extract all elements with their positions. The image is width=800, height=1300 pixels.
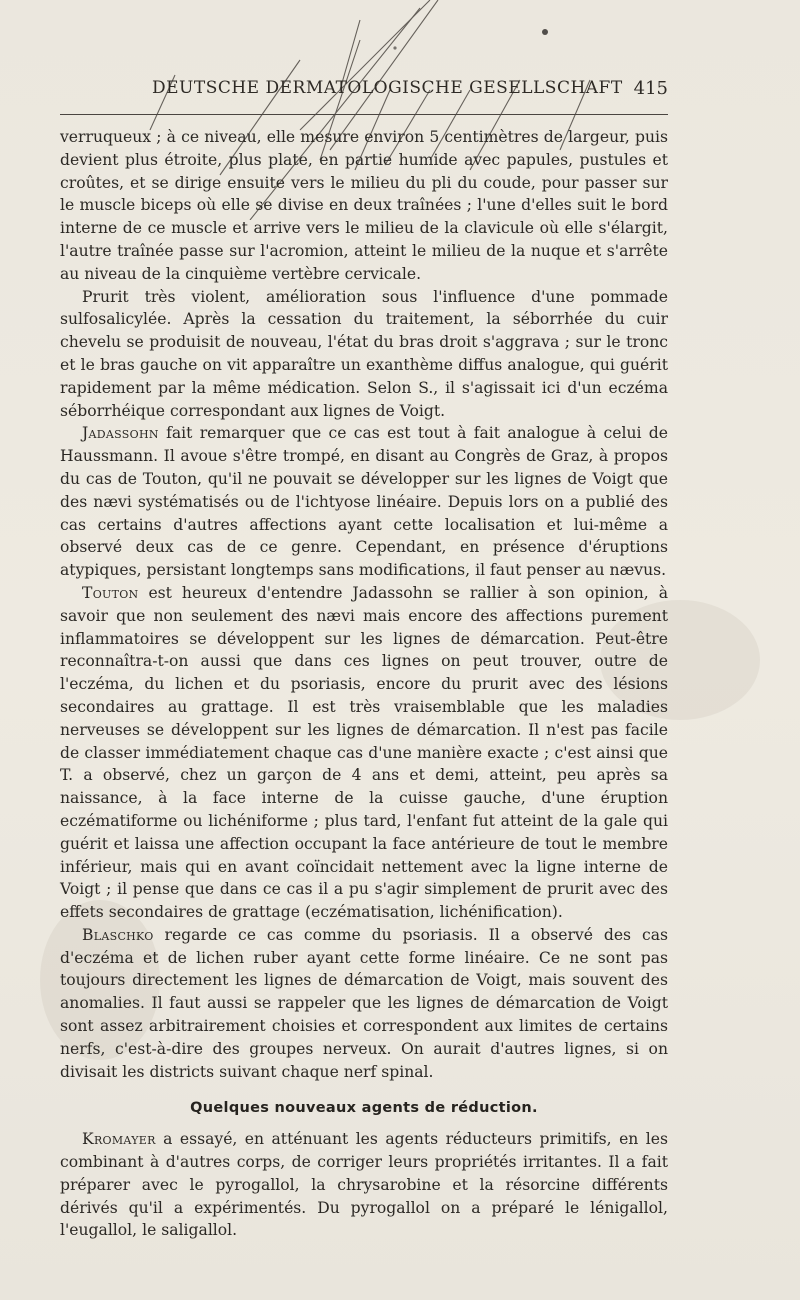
paragraph <box>60 924 668 1084</box>
section-heading: Quelques nouveaux agents de réduction. <box>190 1100 538 1117</box>
paragraph <box>60 1128 668 1242</box>
paragraph-text: Prurit très violent, amélioration sous l'influence d'une pommade sulfosalicylée. Après la cessation du traitement, la séborrhée du cuir chevelu se produisit de nouveau, l'état du bras droit s'aggrava ; sur le tronc et le bras gauche on vit apparaître un exanthème diffus analogue, qui guérit rapidement par la même médication. Selon S., il s'agissait ici d'un eczéma séborrhéique correspondant aux lignes de Voigt. <box>60 287 668 420</box>
page-number: 415 <box>633 78 668 99</box>
header-rule <box>60 114 668 115</box>
paragraph <box>60 582 668 924</box>
paragraph-text: regarde ce cas comme du psoriasis. Il a observé des cas d'eczéma et de lichen ruber ayant cette forme linéaire. Ce ne sont pas toujours directement les lignes de démarcation de Voigt, mais souvent des anomalies. Il faut aussi se rappeler que les lignes de démarcation de Voigt sont assez arbitrairement choisies et correspondent aux limites de certains nerfs, c'est-à-dire des groupes nerveux. On aurait d'autres lignes, si on divisait les districts suivant chaque nerf spinal. <box>60 925 668 1081</box>
paragraph <box>60 422 668 582</box>
paragraph-text: verruqueux ; à ce niveau, elle mesure environ 5 centimètres de largeur, puis devient plus étroite, plus plate, en partie humide avec papules, pustules et croûtes, et se dirige ensuite vers le milieu du pli du coude, pour passer sur le muscle biceps où elle se divise en deux traînées ; l'une d'elles suit le bord interne de ce muscle et arrive vers le milieu de la clavicule où elle s'élargit, l'autre traînée passe sur l'acromion, atteint le milieu de la nuque et s'arrête au niveau de la cinquième vertèbre cervicale. <box>60 128 668 283</box>
paragraph <box>60 126 668 286</box>
paragraph-text: est heureux d'entendre Jadassohn se rallier à son opinion, à savoir que non seulement des nævi mais encore des affections purement inflammatoires se développent sur les lignes de démarcation. Peut-être reconnaîtra-t-on aussi que dans ces lignes on peut trouver, outre de l'eczéma, du lichen et du psoriasis, encore du prurit avec des lésions secondaires au grattage. Il est très vraisemblable que les maladies nerveuses se développent sur les lignes de démarcation. Il n'est pas facile de classer immédiatement chaque cas d'une manière exacte ; c'est ainsi que T. a observé, chez un garçon de 4 ans et demi, atteint, peu après sa naissance, à la face interne de la cuisse gauche, d'une éruption eczématiforme ou lichéniforme ; plus tard, l'enfant fut atteint de la gale qui guérit et laissa une affection occupant la face antérieure de tout le membre inférieur, mais qui en avant coïncidait nettement avec la ligne interne de Voigt ; il pense que dans ce cas il a pu s'agir simplement de prurit avec des effets secondaires de grattage (eczématisation, lichénification). <box>60 583 668 922</box>
speaker-name: Touton <box>82 583 139 602</box>
paragraph-text: fait remarquer que ce cas est tout à fait analogue à celui de Haussmann. Il avoue s'être trompé, en disant au Congrès de Graz, à propos du cas de Touton, qu'il ne pouvait se développer sur les lignes de Voigt que des nævi systématisés ou de l'ichtyose linéaire. Depuis lors on a publié des cas certains d'autres affections ayant cette localisation et lui-même a observé deux cas de ce genre. Cependant, en présence d'éruptions atypiques, persistant longtemps sans modifications, il faut penser au nævus. <box>60 424 668 580</box>
body-text <box>60 126 668 1242</box>
paragraph <box>60 286 668 423</box>
running-head: DEUTSCHE DERMATOLOGISCHE GESELLSCHAFT <box>152 78 623 98</box>
speaker-name: Blaschko <box>82 925 154 944</box>
page-header <box>60 76 668 104</box>
paragraph-text: a essayé, en atténuant les agents réducteurs primitifs, en les combinant à d'autres corps, de corriger leurs propriétés irritantes. Il a fait préparer avec le pyrogallol, la chrysarobine et la résorcine différents dérivés qu'il a expérimentés. Du pyrogallol on a préparé le lénigallol, l'eugallol, le saligallol. <box>60 1130 668 1240</box>
speaker-name: Kromayer <box>82 1130 156 1149</box>
speaker-name: Jadassohn <box>82 424 159 443</box>
